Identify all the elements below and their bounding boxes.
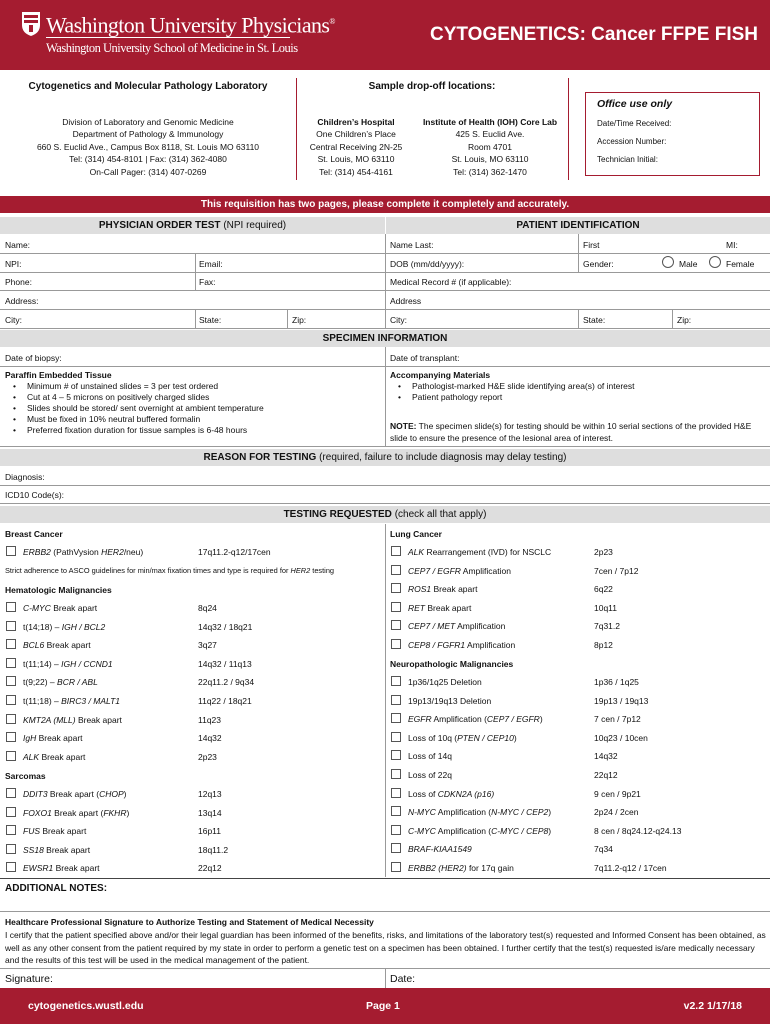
physician-npi-field[interactable]: NPI: [5, 259, 22, 269]
test-checkbox[interactable] [391, 713, 401, 723]
test-locus: 16p11 [198, 826, 222, 837]
test-checkbox[interactable] [391, 583, 401, 593]
lab-contact: Division of Laboratory and Genomic Medicine Department of Pathology & Immunology 660 S. Euclid Ave., Campus Box 8118, St. Louis MO 63110 Tel: (314) 454-8101 | Fax: (314) 362-4080 On-Call Pager: (314) 407-0269 [36, 117, 260, 177]
test-locus: 2p23 [594, 547, 613, 557]
dropoff-heading: Sample drop-off locations: [368, 81, 496, 92]
test-name: Loss of 22q [408, 770, 452, 780]
test-name: FOXO1 Break apart (FKHR) [23, 807, 130, 818]
physician-zip-field[interactable]: Zip: [292, 315, 307, 325]
testing-heading: TESTING REQUESTED (check all that apply) [0, 506, 770, 523]
physician-phone-field[interactable]: Phone: [5, 277, 32, 287]
paraffin-item: • Preferred fixation duration for tissue samples is 6-48 hours [5, 425, 383, 436]
test-checkbox[interactable] [391, 546, 401, 556]
patient-mrn-field[interactable]: Medical Record # (if applicable): [390, 277, 512, 287]
test-locus: 6q22 [594, 584, 613, 595]
test-name: ERBB2 (HER2) for 17q gain [408, 863, 514, 873]
footer-url[interactable]: cytogenetics.wustl.edu [28, 1000, 144, 1012]
test-name: BRAF-KIAA1549 [408, 844, 472, 855]
test-checkbox[interactable] [391, 825, 401, 835]
consent-heading: Healthcare Professional Signature to Authorize Testing and Statement of Medical Necessity [5, 917, 374, 927]
gender-male-radio[interactable] [662, 256, 674, 268]
accompanying-section [390, 370, 765, 403]
footer-page: Page 1 [366, 1000, 400, 1012]
office-datetime-field[interactable]: Date/Time Received: [597, 119, 672, 128]
test-checkbox[interactable] [391, 602, 401, 612]
test-checkbox[interactable] [391, 639, 401, 649]
test-locus: 14q32 / 11q13 [198, 658, 252, 669]
test-name: ALK Break apart [23, 751, 86, 762]
test-name: SS18 Break apart [23, 844, 91, 855]
test-locus: 14q32 / 18q21 [198, 621, 253, 632]
test-checkbox[interactable] [6, 695, 16, 705]
test-locus: 7q11.2-q12 / 17cen [594, 863, 667, 873]
paraffin-item: • Must be fixed in 10% neutral buffered formalin [5, 414, 383, 425]
test-checkbox[interactable] [6, 676, 16, 686]
physician-name-field[interactable]: Name: [5, 240, 31, 250]
office-accession-field[interactable]: Accession Number: [597, 137, 667, 146]
test-locus: 22q12 [594, 770, 618, 780]
test-locus: 12q13 [198, 789, 222, 799]
test-locus: 7q31.2 [594, 621, 620, 632]
test-checkbox[interactable] [391, 676, 401, 686]
test-checkbox[interactable] [6, 602, 16, 612]
test-name: EWSR1 Break apart [23, 863, 100, 874]
test-locus: 8p12 [594, 640, 613, 650]
test-name: CEP7 / MET Amplification [408, 621, 506, 632]
physician-email-field[interactable]: Email: [199, 259, 223, 269]
test-name: BCL6 Break apart [23, 640, 91, 651]
specimen-heading: SPECIMEN INFORMATION [0, 330, 770, 347]
test-locus: 10q23 / 10cen [594, 732, 648, 743]
paraffin-heading: Paraffin Embedded Tissue [5, 370, 112, 380]
additional-notes-field[interactable] [0, 897, 770, 911]
test-name: ERBB2 (PathVysion HER2/neu) [23, 547, 144, 557]
biopsy-date-field[interactable]: Date of biopsy: [5, 353, 62, 363]
test-checkbox[interactable] [6, 732, 16, 742]
test-checkbox[interactable] [6, 788, 16, 798]
patient-state-field[interactable]: State: [583, 315, 606, 325]
test-locus: 11q23 [198, 714, 222, 725]
office-use-box [585, 92, 760, 176]
office-technician-field[interactable]: Technician Initial: [597, 155, 658, 164]
signature-field[interactable]: Signature: [5, 973, 53, 985]
test-locus: 2p23 [198, 751, 217, 762]
additional-notes-heading: ADDITIONAL NOTES: [5, 883, 108, 894]
neuropathologic-heading: Neuropathologic Malignancies [390, 659, 514, 669]
gender-female-radio[interactable] [709, 256, 721, 268]
test-name: Loss of 10q (PTEN / CEP10) [408, 732, 517, 743]
test-checkbox[interactable] [6, 844, 16, 854]
consent-text: I certify that the patient specified above and/or their legal guardian has been informed of the benefits, risks, and limitations of the laboratory test(s) requested and Informed Consent has been obtained, as well as any other consent from the patient required by my state in order to perform a genetic test on a specimen has been obtained. I further certify that the test(s) requested is/are medically necessary and the results of this test will be used in the medical management of the patient. [5, 930, 766, 965]
test-locus: 14q32 [198, 733, 222, 744]
test-locus: 1p36 / 1q25 [594, 677, 639, 687]
test-name: C-MYC Break apart [23, 603, 98, 613]
test-checkbox[interactable] [391, 769, 401, 779]
transplant-date-field[interactable]: Date of transplant: [390, 353, 460, 363]
breast-cancer-heading: Breast Cancer [5, 529, 63, 539]
paraffin-section [5, 370, 383, 436]
test-name: ROS1 Break apart [408, 584, 478, 595]
logo-name: Washington University Physicians® [46, 12, 335, 38]
footer-bar [0, 988, 770, 1024]
test-checkbox[interactable] [391, 620, 401, 630]
patient-zip-field[interactable]: Zip: [677, 315, 692, 325]
test-locus: 18q11.2 [198, 844, 229, 855]
hematologic-heading: Hematologic Malignancies [5, 585, 112, 595]
office-use-heading: Office use only [597, 98, 673, 110]
test-name: Loss of 14q [408, 751, 452, 762]
date-field[interactable]: Date: [390, 973, 416, 985]
test-name: C-MYC Amplification (C-MYC / CEP8) [408, 825, 552, 836]
paraffin-item: • Minimum # of unstained slides = 3 per test ordered [5, 381, 383, 392]
accompanying-item: • Patient pathology report [390, 392, 765, 403]
paraffin-item: • Cut at 4 – 5 microns on positively charged slides [5, 392, 383, 403]
dropoff-childrens: Children’s Hospital One Children’s Place Central Receiving 2N-25 St. Louis, MO 63110 Tel: (314) 454-4161 [309, 117, 403, 177]
test-name: Loss of CDKN2A (p16) [408, 788, 495, 799]
test-locus: 2p24 / 2cen [594, 807, 639, 818]
test-name: t(9;22) – BCR / ABL [23, 677, 98, 688]
test-locus: 7 cen / 7p12 [594, 714, 641, 725]
test-checkbox[interactable] [391, 843, 401, 853]
accompanying-heading: Accompanying Materials [390, 370, 491, 380]
test-checkbox[interactable] [6, 825, 16, 835]
test-name: t(11;18) – BIRC3 / MALT1 [23, 696, 121, 706]
test-checkbox[interactable] [6, 621, 16, 631]
test-name: N-MYC Amplification (N-MYC / CEP2) [408, 807, 552, 818]
test-name: t(14;18) – IGH / BCL2 [23, 621, 106, 632]
sarcomas-heading: Sarcomas [5, 771, 46, 781]
patient-dob-field[interactable]: DOB (mm/dd/yyyy): [390, 259, 465, 269]
physician-state-field[interactable]: State: [199, 315, 222, 325]
gender-male-label: Male [679, 259, 698, 269]
test-locus: 8 cen / 8q24.12-q24.13 [594, 825, 682, 836]
test-checkbox[interactable] [6, 546, 16, 556]
test-checkbox[interactable] [391, 788, 401, 798]
physician-address-field[interactable]: Address: [5, 296, 39, 306]
patient-address-field[interactable]: Address [390, 296, 422, 306]
test-locus: 7cen / 7p12 [594, 565, 639, 576]
requisition-banner: This requisition has two pages, please complete it completely and accurately. [0, 196, 770, 213]
test-checkbox[interactable] [6, 807, 16, 817]
test-checkbox[interactable] [391, 565, 401, 575]
patient-gender-label: Gender: [583, 259, 614, 269]
test-checkbox[interactable] [6, 862, 16, 872]
her2-guideline-note: Strict adherence to ASCO guidelines for min/max fixation times and type is required for HER2 testing [5, 566, 335, 575]
accompanying-item: • Pathologist-marked H&E slide identifying area(s) of interest [390, 381, 765, 392]
test-checkbox[interactable] [391, 862, 401, 872]
gender-female-label: Female [726, 259, 755, 269]
icd10-field[interactable]: ICD10 Code(s): [5, 490, 65, 500]
test-locus: 11q22 / 18q21 [198, 696, 252, 706]
test-name: CEP7 / EGFR Amplification [408, 565, 511, 576]
test-locus: 22q12 [198, 863, 222, 874]
physician-fax-field[interactable]: Fax: [199, 277, 216, 287]
test-checkbox[interactable] [6, 714, 16, 724]
test-locus: 14q32 [594, 751, 618, 762]
lung-cancer-heading: Lung Cancer [390, 529, 442, 539]
test-locus: 17q11.2-q12/17cen [198, 547, 271, 557]
footer-version: v2.2 1/17/18 [683, 1000, 742, 1012]
test-locus: 8q24 [198, 603, 217, 613]
test-locus: 22q11.2 / 9q34 [198, 677, 255, 688]
test-checkbox[interactable] [391, 750, 401, 760]
test-name: 1p36/1q25 Deletion [408, 677, 482, 687]
patient-last-name-field[interactable]: Name Last: [390, 240, 434, 250]
test-name: KMT2A (MLL) Break apart [23, 714, 122, 725]
test-locus: 9 cen / 9p21 [594, 788, 641, 799]
physician-city-field[interactable]: City: [5, 315, 22, 325]
test-checkbox[interactable] [391, 695, 401, 705]
test-checkbox[interactable] [6, 639, 16, 649]
reason-heading: REASON FOR TESTING (required, failure to include diagnosis may delay testing) [0, 449, 770, 466]
specimen-note: NOTE: The specimen slide(s) for testing should be within 10 serial sections of the provided H&E slide to ensure the presence of the lesional area of interest. [390, 421, 752, 443]
test-name: t(11;14) – IGH / CCND1 [23, 658, 113, 669]
paraffin-item: • Slides should be stored/ sent overnight at ambient temperature [5, 403, 383, 414]
patient-first-name-field[interactable]: First [583, 240, 600, 250]
test-name: EGFR Amplification (CEP7 / EGFR) [408, 714, 543, 725]
test-checkbox[interactable] [6, 751, 16, 761]
patient-mi-field[interactable]: MI: [726, 240, 738, 250]
lab-name: Cytogenetics and Molecular Pathology Laboratory [28, 81, 268, 92]
test-checkbox[interactable] [391, 732, 401, 742]
diagnosis-field[interactable]: Diagnosis: [5, 472, 45, 482]
dropoff-ioh: Institute of Health (IOH) Core Lab 425 S. Euclid Ave. Room 4701 St. Louis, MO 63110 Tel: (314) 362-1470 [422, 117, 558, 177]
test-name: IgH Break apart [23, 733, 83, 744]
physician-heading: PHYSICIAN ORDER TEST (NPI required) [0, 217, 385, 234]
test-name: DDIT3 Break apart (CHOP) [23, 789, 127, 799]
form-title: CYTOGENETICS: Cancer FFPE FISH [430, 24, 758, 45]
test-locus: 3q27 [198, 640, 217, 651]
patient-heading: PATIENT IDENTIFICATION [386, 217, 770, 234]
header-bar [0, 0, 770, 70]
test-checkbox[interactable] [391, 806, 401, 816]
logo-subtitle: Washington University School of Medicine in St. Louis [46, 41, 298, 55]
test-checkbox[interactable] [6, 658, 16, 668]
test-name: CEP8 / FGFR1 Amplification [408, 640, 516, 650]
test-name: 19p13/19q13 Deletion [408, 695, 492, 706]
patient-city-field[interactable]: City: [390, 315, 407, 325]
test-locus: 10q11 [594, 602, 618, 613]
test-locus: 7q34 [594, 844, 613, 855]
crest-icon [21, 11, 41, 37]
test-locus: 19p13 / 19q13 [594, 695, 649, 706]
test-name: FUS Break apart [23, 826, 87, 837]
test-name: ALK Rearrangement (IVD) for NSCLC [408, 547, 552, 557]
test-name: RET Break apart [408, 602, 472, 613]
test-locus: 13q14 [198, 807, 222, 818]
